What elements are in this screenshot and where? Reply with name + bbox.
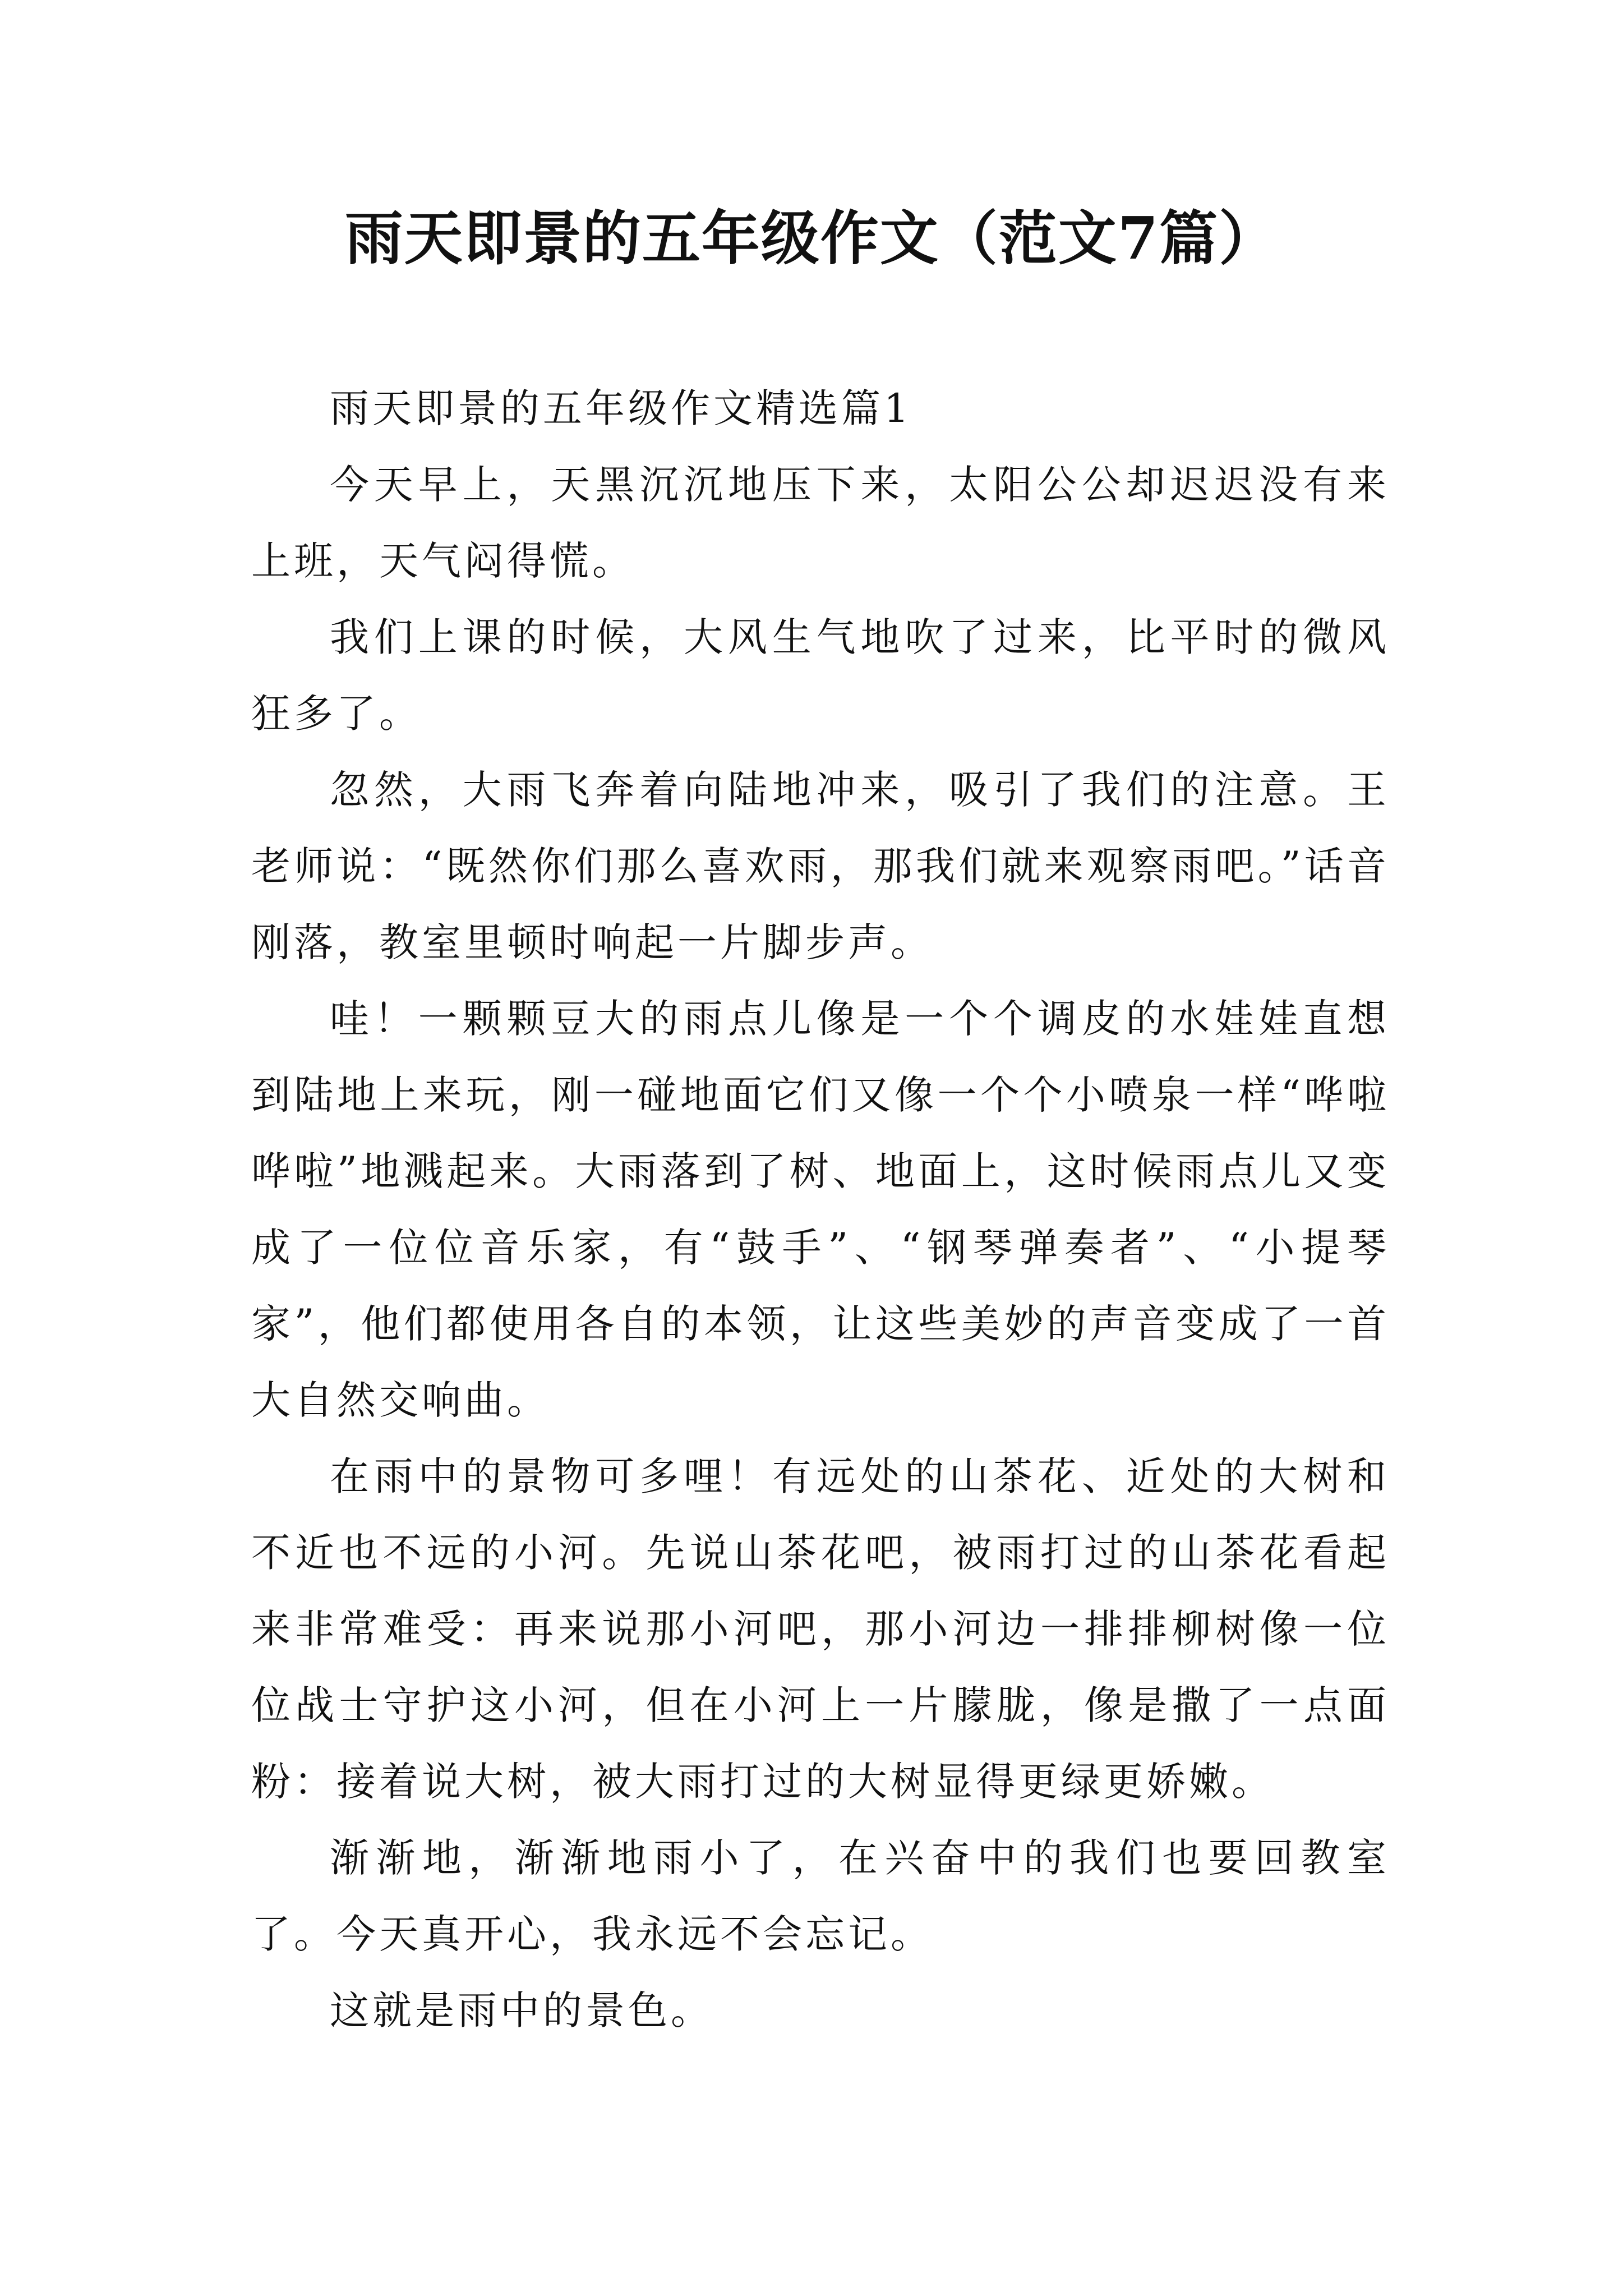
document-title: 雨天即景的五年级作文（范文7篇） (344, 204, 1279, 273)
section-heading: 雨天即景的五年级作文精选篇1 (330, 385, 912, 431)
paragraph: 今天早上，天黑沉沉地压下来，太阳公公却迟迟没有来上班，天气闷得慌。 (251, 462, 1390, 584)
paragraph: 忽然，大雨飞奔着向陆地冲来，吸引了我们的注意。王老师说：“既然你们那么喜欢雨，那我们就来观察雨吧。”话音刚落，教室里顿时响起一片脚步声。 (251, 767, 1390, 965)
paragraph: 这就是雨中的景色。 (330, 1987, 713, 2033)
paragraph: 渐渐地，渐渐地雨小了，在兴奋中的我们也要回教室了。今天真开心，我永远不会忘记。 (251, 1835, 1390, 1957)
paragraph: 哇！一颗颗豆大的雨点儿像是一个个调皮的水娃娃直想到陆地上来玩，刚一碰地面它们又像一个个小喷泉一样“哗啦哗啦”地溅起来。大雨落到了树、地面上，这时候雨点儿又变成了一位位音乐家，有“鼓手”、“钢琴弹奏者”、“小提琴家”，他们都使用各自的本领，让这些美妙的声音变成了一首大自然交响曲。 (251, 996, 1390, 1423)
document-body (251, 370, 1390, 2049)
paragraph: 在雨中的景物可多哩！有远处的山茶花、近处的大树和不近也不远的小河。先说山茶花吧，被雨打过的山茶花看起来非常难受：再来说那小河吧，那小河边一排排柳树像一位位战士守护这小河，但在小河上一片朦胧，像是撒了一点面粉：接着说大树，被大雨打过的大树显得更绿更娇嫩。 (251, 1453, 1390, 1805)
paragraph: 我们上课的时候，大风生气地吹了过来，比平时的微风狂多了。 (251, 614, 1390, 737)
